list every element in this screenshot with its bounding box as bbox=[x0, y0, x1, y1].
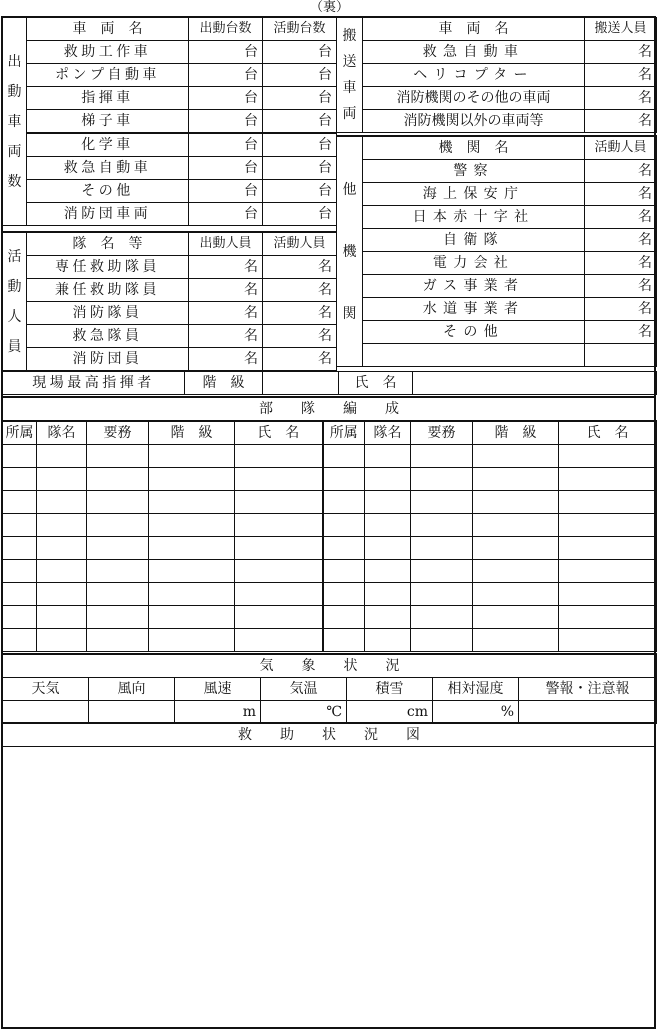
agency-active-persons-cell[interactable]: 名 bbox=[585, 183, 657, 206]
col-header-dispatched-persons: 出動人員 bbox=[189, 232, 263, 256]
transported-persons-cell[interactable]: 名 bbox=[585, 64, 657, 87]
unit-formation-cell[interactable] bbox=[365, 468, 411, 491]
commander-rank-label: 階 級 bbox=[185, 372, 263, 395]
agency-name: 自衛隊 bbox=[363, 229, 585, 252]
dispatch-vehicles-table bbox=[2, 17, 337, 226]
table-row bbox=[337, 275, 657, 298]
transport-vehicle-name: 消防機関のその他の車両 bbox=[363, 87, 585, 110]
vehicle-name: 救急自動車 bbox=[27, 157, 189, 180]
col-header-weather-5: 相対湿度 bbox=[433, 678, 519, 701]
unit-formation-cell[interactable] bbox=[149, 491, 235, 514]
commander-name-label: 氏 名 bbox=[339, 372, 413, 395]
col-header-active-persons: 活動人員 bbox=[263, 232, 337, 256]
unit-formation-cell[interactable] bbox=[365, 491, 411, 514]
dispatched-persons-cell[interactable]: 名 bbox=[189, 302, 263, 325]
unit-formation-cell[interactable] bbox=[365, 445, 411, 468]
unit-formation-cell[interactable] bbox=[87, 445, 149, 468]
active-persons-cell[interactable]: 名 bbox=[263, 348, 337, 371]
unit-formation-cell[interactable] bbox=[3, 445, 37, 468]
dispatched-persons-cell[interactable]: 名 bbox=[189, 279, 263, 302]
unit-formation-cell[interactable] bbox=[3, 537, 37, 560]
unit-formation-cell[interactable] bbox=[559, 629, 657, 652]
side-label-char: 関 bbox=[342, 305, 357, 322]
unit-formation-cell[interactable] bbox=[473, 537, 559, 560]
unit-formation-cell[interactable] bbox=[473, 491, 559, 514]
table-row bbox=[337, 64, 657, 87]
unit-formation-cell[interactable] bbox=[323, 537, 365, 560]
dispatched-persons-cell[interactable]: 名 bbox=[189, 325, 263, 348]
unit-formation-cell[interactable] bbox=[235, 629, 323, 652]
side-label-char: 両 bbox=[342, 106, 357, 122]
agency-active-persons-cell[interactable]: 名 bbox=[585, 298, 657, 321]
commander-table bbox=[2, 371, 657, 395]
unit-formation-cell[interactable] bbox=[3, 606, 37, 629]
unit-formation-cell[interactable] bbox=[87, 583, 149, 606]
vehicle-name: 救助工作車 bbox=[27, 41, 189, 64]
unit-formation-cell[interactable] bbox=[323, 583, 365, 606]
unit-formation-cell[interactable] bbox=[559, 537, 657, 560]
weather-values-row bbox=[3, 701, 657, 724]
dispatch-side-label bbox=[3, 18, 27, 226]
unit-formation-cell[interactable] bbox=[3, 468, 37, 491]
col-header-team-name: 隊 名 等 bbox=[27, 232, 189, 256]
unit-formation-cell[interactable] bbox=[559, 491, 657, 514]
table-row bbox=[3, 87, 337, 110]
unit-formation-cell[interactable] bbox=[149, 560, 235, 583]
unit-formation-cell[interactable] bbox=[365, 560, 411, 583]
unit-formation-cell[interactable] bbox=[149, 583, 235, 606]
agency-name: その他 bbox=[363, 321, 585, 344]
active-count-cell[interactable]: 台 bbox=[263, 87, 337, 110]
other-agencies-table bbox=[336, 135, 657, 367]
blank-agency-name[interactable] bbox=[363, 344, 585, 367]
table-row bbox=[3, 180, 337, 203]
transported-persons-cell[interactable]: 名 bbox=[585, 110, 657, 133]
col-header-weather-1: 風向 bbox=[89, 678, 175, 701]
active-persons-cell[interactable]: 名 bbox=[263, 302, 337, 325]
col-header-weather-6: 警報・注意報 bbox=[519, 678, 657, 701]
unit-formation-header-row bbox=[3, 421, 657, 445]
unit-formation-cell[interactable] bbox=[235, 491, 323, 514]
agency-active-persons-cell[interactable]: 名 bbox=[585, 275, 657, 298]
unit-formation-cell[interactable] bbox=[149, 514, 235, 537]
table-row bbox=[3, 203, 337, 226]
unit-formation-cell[interactable] bbox=[3, 491, 37, 514]
unit-formation-cell[interactable] bbox=[37, 583, 87, 606]
side-label-char: 両 bbox=[7, 143, 22, 160]
table-row bbox=[337, 183, 657, 206]
weather-header-row bbox=[3, 678, 657, 701]
side-label-char: 動 bbox=[7, 83, 22, 100]
unit-formation-cell[interactable] bbox=[411, 445, 473, 468]
unit-formation-cell[interactable] bbox=[559, 583, 657, 606]
unit-formation-cell[interactable] bbox=[87, 468, 149, 491]
active-count-cell[interactable]: 台 bbox=[263, 64, 337, 87]
side-label-char: 活 bbox=[7, 248, 22, 265]
dispatched-count-cell[interactable]: 台 bbox=[189, 41, 263, 64]
unit-formation-title bbox=[2, 396, 656, 421]
table-row bbox=[337, 41, 657, 64]
unit-formation-cell[interactable] bbox=[365, 537, 411, 560]
personnel-side-label bbox=[3, 232, 27, 371]
vehicle-name: 指揮車 bbox=[27, 87, 189, 110]
agency-active-persons-cell[interactable]: 名 bbox=[585, 206, 657, 229]
table-row bbox=[3, 348, 337, 371]
unit-formation-cell[interactable] bbox=[87, 537, 149, 560]
active-persons-cell[interactable]: 名 bbox=[263, 256, 337, 279]
side-label-char: 搬 bbox=[342, 28, 357, 44]
table-row bbox=[3, 302, 337, 325]
unit-formation-cell[interactable] bbox=[235, 468, 323, 491]
unit-formation-cell[interactable] bbox=[3, 629, 37, 652]
agency-name: 電力会社 bbox=[363, 252, 585, 275]
unit-formation-cell[interactable] bbox=[3, 514, 37, 537]
unit-formation-cell[interactable] bbox=[87, 560, 149, 583]
unit-formation-cell[interactable] bbox=[149, 629, 235, 652]
table-row bbox=[337, 110, 657, 133]
table-row bbox=[3, 64, 337, 87]
table-row bbox=[3, 133, 337, 157]
active-count-cell[interactable]: 台 bbox=[263, 180, 337, 203]
weather-value-cell[interactable]: ℃ bbox=[261, 701, 347, 724]
unit-formation-cell[interactable] bbox=[149, 537, 235, 560]
team-name: 消防団員 bbox=[27, 348, 189, 371]
active-persons-cell[interactable]: 名 bbox=[263, 325, 337, 348]
col-header-transport-vehicle-name: 車 両 名 bbox=[363, 18, 585, 41]
side-label-char: 機 bbox=[342, 243, 357, 260]
unit-formation-cell[interactable] bbox=[473, 583, 559, 606]
unit-formation-cell[interactable] bbox=[411, 537, 473, 560]
table-row bbox=[3, 629, 657, 652]
active-count-cell[interactable]: 台 bbox=[263, 203, 337, 226]
table-row bbox=[3, 256, 337, 279]
rescue-diagram-heading: 救 助 状 況 図 bbox=[3, 723, 656, 747]
weather-table bbox=[2, 653, 657, 724]
unit-formation-cell[interactable] bbox=[411, 514, 473, 537]
blank-agency-persons[interactable] bbox=[585, 344, 657, 367]
unit-formation-cell[interactable] bbox=[149, 445, 235, 468]
unit-formation-cell[interactable] bbox=[473, 514, 559, 537]
unit-formation-cell[interactable] bbox=[323, 491, 365, 514]
col-header-transported-persons: 搬送人員 bbox=[585, 18, 657, 41]
unit-formation-cell[interactable] bbox=[411, 491, 473, 514]
side-label-char: 他 bbox=[342, 181, 357, 198]
unit-formation-cell[interactable] bbox=[323, 560, 365, 583]
unit-formation-cell[interactable] bbox=[149, 468, 235, 491]
vehicle-name: その他 bbox=[27, 180, 189, 203]
side-label-char: 車 bbox=[342, 80, 357, 96]
unit-formation-cell[interactable] bbox=[3, 583, 37, 606]
active-count-cell[interactable]: 台 bbox=[263, 133, 337, 157]
transport-vehicles-table bbox=[336, 17, 657, 133]
unit-formation-cell[interactable] bbox=[473, 445, 559, 468]
vehicle-name: ポンプ自動車 bbox=[27, 64, 189, 87]
unit-formation-cell[interactable] bbox=[473, 468, 559, 491]
table-row bbox=[3, 110, 337, 134]
vehicle-name: 化学車 bbox=[27, 133, 189, 157]
rescue-diagram-title bbox=[2, 722, 656, 747]
unit-formation-heading: 部 隊 編 成 bbox=[3, 397, 656, 421]
team-name: 兼任救助隊員 bbox=[27, 279, 189, 302]
transport-side-label bbox=[337, 18, 363, 133]
unit-formation-cell[interactable] bbox=[473, 629, 559, 652]
unit-formation-cell[interactable] bbox=[473, 560, 559, 583]
unit-formation-cell[interactable] bbox=[87, 491, 149, 514]
col-header-unit-duty: 要務 bbox=[411, 421, 473, 445]
col-header-dispatched-count: 出動台数 bbox=[189, 18, 263, 41]
vehicle-name: 消防団車両 bbox=[27, 203, 189, 226]
unit-formation-cell[interactable] bbox=[323, 468, 365, 491]
page-title: （裏） bbox=[309, 0, 349, 15]
team-name: 救急隊員 bbox=[27, 325, 189, 348]
unit-formation-cell[interactable] bbox=[365, 583, 411, 606]
table-row bbox=[337, 344, 657, 367]
col-header-active-count: 活動台数 bbox=[263, 18, 337, 41]
unit-formation-cell[interactable] bbox=[559, 560, 657, 583]
vehicle-name: 梯子車 bbox=[27, 110, 189, 134]
table-row bbox=[337, 252, 657, 275]
col-header-unit-affiliation: 所属 bbox=[3, 421, 37, 445]
side-label-char: 人 bbox=[7, 308, 22, 325]
side-label-char: 車 bbox=[7, 113, 22, 130]
table-row bbox=[3, 491, 657, 514]
side-label-char: 送 bbox=[342, 54, 357, 70]
agency-active-persons-cell[interactable]: 名 bbox=[585, 252, 657, 275]
commander-name-value[interactable] bbox=[413, 372, 657, 395]
dispatched-count-cell[interactable]: 台 bbox=[189, 157, 263, 180]
unit-formation-cell[interactable] bbox=[37, 629, 87, 652]
unit-formation-cell[interactable] bbox=[37, 491, 87, 514]
weather-heading: 気 象 状 況 bbox=[3, 654, 657, 678]
unit-formation-cell[interactable] bbox=[559, 468, 657, 491]
transport-vehicle-name: ヘリコプター bbox=[363, 64, 585, 87]
table-row bbox=[337, 206, 657, 229]
commander-rank-value[interactable] bbox=[263, 372, 339, 395]
active-persons-cell[interactable]: 名 bbox=[263, 279, 337, 302]
agency-name: 日本赤十字社 bbox=[363, 206, 585, 229]
weather-value-cell[interactable] bbox=[519, 701, 657, 724]
side-label-char: 数 bbox=[7, 173, 22, 190]
active-count-cell[interactable]: 台 bbox=[263, 157, 337, 180]
unit-formation-cell[interactable] bbox=[411, 468, 473, 491]
col-header-unit-team: 隊名 bbox=[365, 421, 411, 445]
agency-active-persons-cell[interactable]: 名 bbox=[585, 229, 657, 252]
weather-value-cell[interactable]: cm bbox=[347, 701, 433, 724]
transport-vehicle-name: 救急自動車 bbox=[363, 41, 585, 64]
unit-formation-cell[interactable] bbox=[37, 560, 87, 583]
unit-formation-cell[interactable] bbox=[235, 560, 323, 583]
unit-formation-cell[interactable] bbox=[235, 537, 323, 560]
dispatched-count-cell[interactable]: 台 bbox=[189, 87, 263, 110]
table-row bbox=[3, 537, 657, 560]
agency-name: 警察 bbox=[363, 160, 585, 183]
unit-formation-cell[interactable] bbox=[323, 445, 365, 468]
unit-formation-cell[interactable] bbox=[365, 629, 411, 652]
unit-formation-cell[interactable] bbox=[235, 606, 323, 629]
team-name: 消防隊員 bbox=[27, 302, 189, 325]
unit-formation-table bbox=[2, 420, 657, 652]
active-count-cell[interactable]: 台 bbox=[263, 41, 337, 64]
unit-formation-cell[interactable] bbox=[149, 606, 235, 629]
active-count-cell[interactable]: 台 bbox=[263, 110, 337, 134]
unit-formation-cell[interactable] bbox=[323, 514, 365, 537]
rescue-diagram-area[interactable] bbox=[1, 745, 656, 1029]
agency-active-persons-cell[interactable]: 名 bbox=[585, 321, 657, 344]
table-row bbox=[3, 157, 337, 180]
unit-formation-cell[interactable] bbox=[87, 629, 149, 652]
unit-formation-cell[interactable] bbox=[411, 606, 473, 629]
dispatched-count-cell[interactable]: 台 bbox=[189, 133, 263, 157]
team-name: 専任救助隊員 bbox=[27, 256, 189, 279]
table-row bbox=[3, 445, 657, 468]
unit-formation-cell[interactable] bbox=[559, 445, 657, 468]
transport-vehicle-name: 消防機関以外の車両等 bbox=[363, 110, 585, 133]
unit-formation-cell[interactable] bbox=[323, 629, 365, 652]
table-row bbox=[3, 606, 657, 629]
unit-formation-cell[interactable] bbox=[411, 560, 473, 583]
table-row bbox=[3, 583, 657, 606]
dispatched-persons-cell[interactable]: 名 bbox=[189, 348, 263, 371]
unit-formation-cell[interactable] bbox=[559, 606, 657, 629]
side-label-char: 員 bbox=[7, 338, 22, 355]
table-row bbox=[3, 325, 337, 348]
unit-formation-cell[interactable] bbox=[559, 514, 657, 537]
unit-formation-cell[interactable] bbox=[37, 606, 87, 629]
unit-formation-cell[interactable] bbox=[37, 514, 87, 537]
unit-formation-cell[interactable] bbox=[473, 606, 559, 629]
col-header-unit-team: 隊名 bbox=[37, 421, 87, 445]
dispatched-count-cell[interactable]: 台 bbox=[189, 64, 263, 87]
unit-formation-cell[interactable] bbox=[235, 514, 323, 537]
col-header-unit-duty: 要務 bbox=[87, 421, 149, 445]
unit-formation-cell[interactable] bbox=[323, 606, 365, 629]
col-header-weather-3: 気温 bbox=[261, 678, 347, 701]
col-header-unit-name: 氏 名 bbox=[559, 421, 657, 445]
col-header-weather-4: 積雪 bbox=[347, 678, 433, 701]
table-row bbox=[3, 468, 657, 491]
unit-formation-cell[interactable] bbox=[365, 514, 411, 537]
dispatched-persons-cell[interactable]: 名 bbox=[189, 256, 263, 279]
col-header-agency-name: 機 関 名 bbox=[363, 136, 585, 160]
unit-formation-cell[interactable] bbox=[411, 583, 473, 606]
agency-name: ガス事業者 bbox=[363, 275, 585, 298]
dispatched-count-cell[interactable]: 台 bbox=[189, 110, 263, 134]
table-row bbox=[337, 229, 657, 252]
table-row bbox=[337, 298, 657, 321]
unit-formation-cell[interactable] bbox=[235, 583, 323, 606]
table-row bbox=[337, 160, 657, 183]
weather-value-cell[interactable]: m bbox=[175, 701, 261, 724]
col-header-vehicle-name: 車 両 名 bbox=[27, 18, 189, 41]
dispatched-count-cell[interactable]: 台 bbox=[189, 203, 263, 226]
table-row bbox=[3, 41, 337, 64]
unit-formation-cell[interactable] bbox=[87, 606, 149, 629]
transported-persons-cell[interactable]: 名 bbox=[585, 41, 657, 64]
table-row bbox=[337, 321, 657, 344]
unit-formation-cell[interactable] bbox=[411, 629, 473, 652]
col-header-unit-rank: 階 級 bbox=[473, 421, 559, 445]
dispatched-count-cell[interactable]: 台 bbox=[189, 180, 263, 203]
transported-persons-cell[interactable]: 名 bbox=[585, 87, 657, 110]
weather-value-cell[interactable] bbox=[89, 701, 175, 724]
side-label-char: 出 bbox=[7, 53, 22, 70]
agency-name: 海上保安庁 bbox=[363, 183, 585, 206]
col-header-unit-name: 氏 名 bbox=[235, 421, 323, 445]
table-row bbox=[3, 514, 657, 537]
other-agencies-side-label bbox=[337, 136, 363, 367]
unit-formation-cell[interactable] bbox=[37, 445, 87, 468]
col-header-unit-rank: 階 級 bbox=[149, 421, 235, 445]
table-row bbox=[337, 87, 657, 110]
unit-formation-cell[interactable] bbox=[37, 468, 87, 491]
col-header-weather-0: 天気 bbox=[3, 678, 89, 701]
table-row bbox=[3, 560, 657, 583]
agency-active-persons-cell[interactable]: 名 bbox=[585, 160, 657, 183]
active-personnel-table bbox=[2, 231, 337, 371]
unit-formation-cell[interactable] bbox=[235, 445, 323, 468]
col-header-unit-affiliation: 所属 bbox=[323, 421, 365, 445]
weather-value-cell[interactable]: % bbox=[433, 701, 519, 724]
commander-label: 現場最高指揮者 bbox=[3, 372, 185, 395]
agency-name: 水道事業者 bbox=[363, 298, 585, 321]
table-row bbox=[3, 279, 337, 302]
weather-value-cell[interactable] bbox=[3, 701, 89, 724]
unit-formation-cell[interactable] bbox=[3, 560, 37, 583]
col-header-agency-active-persons: 活動人員 bbox=[585, 136, 657, 160]
unit-formation-cell[interactable] bbox=[365, 606, 411, 629]
unit-formation-cell[interactable] bbox=[37, 537, 87, 560]
side-label-char: 動 bbox=[7, 278, 22, 295]
col-header-weather-2: 風速 bbox=[175, 678, 261, 701]
unit-formation-cell[interactable] bbox=[87, 514, 149, 537]
